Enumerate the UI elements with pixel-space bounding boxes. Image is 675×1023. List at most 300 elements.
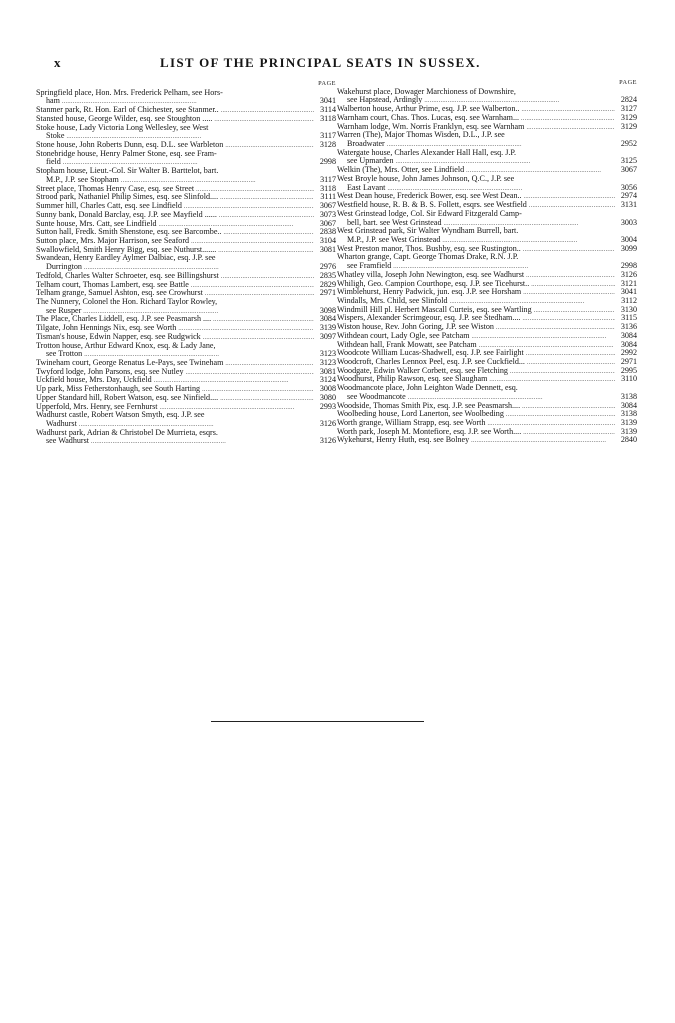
entry-text: Swandean, Henry Eardley Aylmer Dalbiac, esq. J.P. see [36, 254, 216, 263]
entry-page-number: 3126 [319, 420, 336, 429]
dot-leader [471, 436, 615, 445]
entry-page-number: 3041 [620, 288, 637, 297]
entry-page-number: 3081 [319, 245, 336, 254]
entry-page-number: 3110 [621, 375, 637, 384]
index-entry [36, 220, 336, 229]
index-entry [337, 375, 637, 384]
dot-leader [522, 314, 615, 323]
entry-text: Walberton house, Arthur Prime, esq. J.P. see Walberton.. [337, 105, 520, 114]
dot-leader [205, 289, 314, 298]
entry-list [36, 89, 336, 446]
entry-page-number: 3056 [620, 183, 637, 192]
index-entry [36, 185, 336, 194]
dot-leader [184, 202, 314, 211]
index-entry [337, 349, 637, 358]
dot-leader [522, 402, 615, 411]
dot-leader [527, 358, 615, 367]
entry-text: Withdean hall, Frank Mowatt, see Patcham [337, 340, 477, 349]
index-entry [36, 289, 336, 298]
dot-leader [510, 367, 615, 376]
index-entry [337, 123, 637, 132]
entry-page-number: 3117 [320, 132, 336, 141]
entry-line [337, 219, 637, 228]
entry-text: Wispers, Alexander Scrimgeour, esq. J.P. see Stedham.... [337, 314, 521, 323]
entry-line [337, 332, 637, 341]
entry-page-number: 3117 [320, 175, 336, 184]
entry-text: The Nunnery, Colonel the Hon. Richard Taylor Rowley, [36, 297, 218, 306]
entry-page-number: 2974 [620, 192, 637, 201]
entry-page-number: 3139 [319, 324, 336, 333]
index-entry [337, 88, 637, 105]
entry-text: Sunte house, Mrs. Catt, see Lindfield [36, 219, 157, 228]
entry-line [337, 349, 637, 358]
entry-page-number: 2993 [319, 402, 336, 411]
entry-text: West Broyle house, John James Johnson, Q.C., J.P. see [337, 174, 515, 183]
entry-text: West Grinstead lodge, Col. Sir Edward Fitzgerald Camp- [337, 209, 522, 218]
entry-text: West Grinstead park, Sir Walter Wyndham Burrell, bart. [337, 227, 519, 236]
entry-text: Swallowfield, Smith Henry Bigg, esq. see Nuthurst....... [36, 245, 217, 254]
index-entry [36, 115, 336, 124]
index-entry [337, 245, 637, 254]
entry-page-number: 2971 [319, 289, 336, 298]
entry-line [337, 419, 637, 428]
entry-text: Upper Standard hill, Robert Watson, esq. see Ninfield.... [36, 393, 219, 402]
index-entry [337, 114, 637, 123]
entry-text: The Place, Charles Liddell, esq. J.P. see Peasmarsh .... [36, 315, 212, 324]
entry-page-number: 3118 [320, 184, 336, 193]
entry-line [337, 323, 637, 332]
entry-line [36, 307, 336, 316]
entry-text: Telham grange, Samuel Ashton, esq. see Crowhurst [36, 289, 203, 298]
index-entry [36, 202, 336, 211]
entry-page-number: 3112 [621, 296, 637, 305]
dot-leader [213, 315, 314, 324]
dot-leader [225, 359, 314, 368]
dot-leader [220, 193, 314, 202]
entry-text: Sutton place, Mrs. Major Harrison, see Seaford [36, 236, 190, 245]
entry-page-number: 3115 [621, 314, 637, 323]
entry-text: Stonebridge house, Henry Palmer Stone, esq. see Fram- [36, 149, 217, 158]
entry-line [337, 210, 637, 219]
right-column [337, 79, 637, 445]
dot-leader [178, 324, 314, 333]
entry-line [36, 132, 336, 141]
index-entry [36, 89, 336, 106]
index-entry [36, 167, 336, 184]
index-entry [337, 341, 637, 350]
entry-text: see Framfield [347, 262, 392, 271]
dot-leader [424, 96, 615, 105]
entry-page-number: 3124 [319, 376, 336, 385]
entry-line [36, 106, 336, 115]
entry-line [36, 193, 336, 202]
dot-leader [196, 185, 314, 194]
entry-line [337, 341, 637, 350]
entry-line [337, 262, 637, 271]
entry-text: East Lavant [347, 183, 386, 192]
entry-page-number: 3129 [620, 113, 637, 122]
entry-text: Woodside, Thomas Smith Pix, esq. J.P. see Peasmarsh.... [337, 401, 521, 410]
dot-leader [221, 106, 314, 115]
index-entry [337, 280, 637, 289]
index-entry [36, 254, 336, 271]
entry-line [36, 376, 336, 385]
entry-page-number: 3127 [620, 105, 637, 114]
page-column-label: PAGE [619, 79, 637, 86]
dot-leader [489, 375, 615, 384]
index-entry [337, 201, 637, 210]
index-entry [337, 436, 637, 445]
entry-page-number: 3126 [319, 437, 336, 446]
entry-line [36, 176, 336, 185]
entry-page-number: 2995 [620, 366, 637, 375]
entry-page-number: 3067 [620, 166, 637, 175]
index-entry [337, 105, 637, 114]
entry-text: Tedfold, Charles Walter Schroeter, esq. see Billingshurst [36, 271, 219, 280]
index-entry [337, 384, 637, 401]
entry-text: Strood park, Nathaniel Philip Simes, esq. see Slinfold.... [36, 193, 219, 202]
entry-text: ham [46, 97, 60, 106]
entry-line [337, 184, 637, 193]
dot-leader [220, 394, 314, 403]
entry-text: Whiligh, Geo. Campion Courthope, esq. J.P. see Ticehurst.. [337, 279, 530, 288]
entry-line [36, 211, 336, 220]
page-title: LIST OF THE PRINCIPAL SEATS IN SUSSEX. [160, 55, 481, 70]
entry-line [36, 202, 336, 211]
entry-text: Telham court, Thomas Lambert, esq. see Battle [36, 280, 189, 289]
index-entry [36, 385, 336, 394]
index-entry [36, 429, 336, 446]
entry-text: Worth grange, William Strapp, esq. see Worth [337, 419, 486, 428]
index-entry [337, 175, 637, 192]
index-entry [337, 288, 637, 297]
entry-line [337, 280, 637, 289]
entry-line [36, 342, 336, 351]
entry-page-number: 2992 [620, 349, 637, 358]
dot-leader [66, 132, 314, 141]
entry-line [36, 315, 336, 324]
entry-text: Welkin (The), Mrs. Otter, see Lindfield [337, 166, 465, 175]
entry-text: M.P., J.P. see West Grinstead [347, 235, 441, 244]
entry-line [337, 288, 637, 297]
dot-leader [444, 219, 616, 228]
dot-leader [225, 141, 314, 150]
entry-line [337, 166, 637, 175]
left-column [36, 80, 336, 446]
entry-text: Twineham court, George Renatus Le-Pays, see Twineham [36, 359, 224, 367]
entry-text: Worth park, Joseph M. Montefiore, esq. J.P. see Worth.... [337, 427, 522, 436]
index-entry [36, 376, 336, 385]
index-entry [36, 106, 336, 115]
index-entry [36, 324, 336, 333]
entry-line [337, 393, 637, 402]
index-entry [36, 333, 336, 342]
entry-text: see Woodmancote [347, 392, 406, 401]
entry-line [337, 367, 637, 376]
entry-line [337, 131, 637, 140]
index-entry [337, 253, 637, 270]
entry-line [36, 324, 336, 333]
index-entry [337, 367, 637, 376]
entry-line [36, 115, 336, 124]
entry-page-number: 3067 [319, 202, 336, 211]
entry-page-number: 3084 [319, 315, 336, 324]
entry-page-number: 3128 [319, 141, 336, 150]
entry-text: Windmill Hill pl. Herbert Mascall Curteis, esq. see Wartling [337, 305, 532, 314]
entry-line [337, 253, 637, 262]
entry-text: Wadhurst park, Adrian & Christobel De Murrieta, esqrs. [36, 428, 218, 437]
entry-text: Durrington [46, 263, 82, 272]
entry-page-number: 2952 [620, 140, 637, 149]
entry-text: Wharton grange, Capt. George Thomas Drake, R.N. J.P. [337, 253, 519, 262]
entry-line [36, 220, 336, 229]
entry-line [337, 410, 637, 419]
dot-leader [450, 297, 615, 306]
entry-page-number: 3073 [319, 210, 336, 219]
entry-line [337, 358, 637, 367]
entry-line [337, 149, 637, 158]
entry-line [337, 201, 637, 210]
dot-leader [84, 263, 314, 272]
entry-line [36, 272, 336, 281]
dot-leader [526, 123, 615, 132]
entry-page-number: 2840 [620, 436, 637, 445]
entry-text: West Preston manor, Thos. Bushby, esq. see Rustington.. [337, 244, 521, 253]
entry-page-number: 2976 [319, 263, 336, 272]
entry-text: Up park, Miss Fetherstonhaugh, see South Harting [36, 385, 201, 394]
dot-leader [91, 437, 314, 446]
index-entry [337, 166, 637, 175]
index-entry [36, 246, 336, 255]
entry-text: Sunny bank, Donald Barclay, esq. J.P. see Mayfield ...... [36, 210, 217, 219]
index-entry [36, 411, 336, 428]
entry-page-number: 3004 [620, 235, 637, 244]
entry-line [337, 384, 637, 393]
dot-leader [523, 245, 615, 254]
dot-leader [472, 332, 616, 341]
entry-text: Woodcote William Lucas-Shadwell, esq. J.P. see Fairlight [337, 349, 524, 358]
index-entry [36, 342, 336, 359]
dot-leader [487, 419, 615, 428]
dot-leader [523, 428, 615, 437]
entry-line [36, 333, 336, 342]
entry-text: Trotton house, Arthur Edward Knox, esq. & Lady Jane, [36, 341, 216, 350]
entry-line [36, 97, 336, 106]
entry-text: Wykehurst, Henry Huth, esq. see Bolney [337, 436, 470, 445]
index-entry [36, 141, 336, 150]
entry-line [36, 246, 336, 255]
dot-leader [396, 157, 615, 166]
dot-leader [121, 176, 314, 185]
index-entry [337, 428, 637, 437]
entry-text: see Trotton [46, 350, 83, 359]
entry-page-number: 3041 [319, 97, 336, 106]
entry-line [337, 314, 637, 323]
dot-leader [191, 237, 314, 246]
entry-text: Springfield place, Hon. Mrs. Frederick Pelham, see Hors- [36, 88, 223, 97]
index-entry [36, 298, 336, 315]
entry-text: West Dean house, Frederick Bower, esq. see West Dean.. [337, 192, 522, 201]
entry-page-number: 3099 [620, 244, 637, 253]
entry-page-number: 3139 [620, 427, 637, 436]
entry-line [36, 89, 336, 98]
entry-text: Woodmancote place, John Leighton Wade Dennett, esq. [337, 384, 518, 393]
entry-text: Stone house, John Roberts Dunn, esq. D.L. see Warbleton [36, 141, 224, 150]
entry-page-number: 3136 [620, 323, 637, 332]
entry-page-number: 3084 [620, 401, 637, 410]
entry-line [36, 359, 336, 368]
entry-text: Woodhurst, Philip Rawson, esq. see Slaugham [337, 375, 488, 384]
entry-line [337, 96, 637, 105]
index-entry [36, 193, 336, 202]
dot-leader [83, 307, 314, 316]
entry-page-number: 3138 [620, 410, 637, 419]
entry-text: Street place, Thomas Henry Case, esq. see Street [36, 184, 195, 193]
dot-leader [387, 140, 615, 149]
entry-text: M.P., J.P. see Stopham [46, 175, 119, 184]
index-entry [36, 150, 336, 167]
dot-leader [62, 97, 314, 106]
entry-line [337, 297, 637, 306]
index-entry [36, 281, 336, 290]
entry-text: Tisman's house, Edwin Napper, esq. see Rudgwick [36, 332, 201, 341]
entry-page-number: 3123 [319, 350, 336, 359]
entry-page-number: 3125 [620, 157, 637, 166]
entry-text: Warnham lodge, Wm. Norris Franklyn, esq. see Warnham [337, 122, 525, 131]
index-entry [36, 228, 336, 237]
dot-leader [387, 184, 615, 193]
entry-text: Stoke [46, 132, 65, 141]
index-entry [337, 358, 637, 367]
entry-page-number: 3114 [320, 106, 336, 115]
entry-line [36, 394, 336, 403]
entry-page-number: 2838 [319, 228, 336, 237]
dot-leader [531, 280, 615, 289]
dot-leader [218, 246, 314, 255]
entry-line [337, 227, 637, 236]
entry-line [36, 289, 336, 298]
dot-leader [191, 281, 314, 290]
entry-line [337, 306, 637, 315]
entry-line [36, 420, 336, 429]
entry-line [36, 150, 336, 159]
entry-text: Woodgate, Edwin Walker Corbett, esq. see Fletching [337, 366, 508, 375]
entry-line [36, 141, 336, 150]
index-entry [36, 403, 336, 412]
entry-line [36, 385, 336, 394]
dot-leader [524, 192, 615, 201]
entry-text: see Hapstead, Ardingly [347, 96, 423, 105]
entry-page-number: 3084 [620, 331, 637, 340]
dot-leader [79, 420, 314, 429]
entry-line [36, 263, 336, 272]
entry-text: Stopham house, Lieut.-Col. Sir Walter B. Barttelot, bart. [36, 167, 219, 176]
entry-page-number: 3008 [319, 385, 336, 394]
entry-line [36, 254, 336, 263]
entry-text: Wadhurst [46, 420, 77, 429]
index-entry [337, 271, 637, 280]
index-entry [337, 192, 637, 201]
dot-leader [526, 271, 615, 280]
index-entry [337, 149, 637, 166]
dot-leader [521, 114, 615, 123]
entry-page-number: 3081 [319, 367, 336, 376]
page-number: x [54, 55, 62, 70]
entry-text: Woolbeding house, Lord Lanerton, see Woolbeding [337, 410, 504, 419]
index-entry [36, 315, 336, 324]
entry-page-number: 2824 [620, 96, 637, 105]
entry-text: Summer hill, Charles Catt, esq. see Lindfield [36, 202, 182, 211]
entry-page-number: 3104 [319, 236, 336, 245]
entry-line [337, 105, 637, 114]
dot-leader [534, 306, 615, 315]
entry-text: Tilgate, John Hennings Nix, esq. see Worth [36, 324, 177, 333]
dot-leader [529, 201, 615, 210]
entry-text: Warren (The), Major Thomas Wisden, D.L., J.P. see [337, 131, 505, 140]
entry-text: Woodcroft, Charles Lennox Peel, esq. J.P. see Cuckfield... [337, 358, 525, 366]
entry-line [337, 88, 637, 97]
entry-line [36, 298, 336, 307]
entry-line [337, 114, 637, 123]
entry-line [337, 157, 637, 166]
index-entry [36, 211, 336, 220]
dot-leader [154, 376, 314, 385]
entry-page-number: 2998 [319, 158, 336, 167]
entry-text: Stansted house, George Wilder, esq. see Stoughton ..... [36, 114, 213, 123]
entry-text: Wiston house, Rev. John Goring, J.P. see Wiston [337, 323, 494, 332]
entry-line [36, 228, 336, 237]
entry-page-number: 3003 [620, 218, 637, 227]
dot-leader [479, 341, 615, 350]
entry-text: see Upmarden [347, 157, 394, 166]
dot-leader [466, 166, 615, 175]
entry-text: Sutton hall, Fredk. Smith Shenstone, esq. see Barcombe.. [36, 228, 222, 237]
entry-text: Wakehurst place, Dowager Marchioness of Downshire, [337, 87, 516, 96]
dot-leader [496, 323, 615, 332]
entry-text: bell, bart. see West Grinstead [347, 218, 442, 227]
index-entry [337, 314, 637, 323]
entry-text: Watergate house, Charles Alexander Hall Hall, esq. J.P. [337, 148, 517, 157]
dot-leader [408, 393, 615, 402]
index-entry [337, 410, 637, 419]
dot-leader [523, 288, 615, 297]
entry-text: Upperfold, Mrs. Henry, see Fernhurst [36, 402, 158, 411]
entry-text: Uckfield house, Mrs. Day, Uckfield [36, 376, 152, 385]
entry-line [36, 368, 336, 377]
entry-page-number: 3123 [319, 359, 336, 367]
entry-text: Stanmer park, Rt. Hon. Earl of Chichester, see Stanmer.. [36, 106, 219, 115]
dot-leader [393, 262, 615, 271]
entry-page-number: 3080 [319, 393, 336, 402]
dot-leader [506, 410, 615, 419]
index-entry [36, 124, 336, 141]
dot-leader [223, 228, 314, 237]
entry-line [337, 140, 637, 149]
entry-page-number: 2829 [319, 280, 336, 289]
index-entry [337, 297, 637, 306]
entry-page-number: 3129 [620, 122, 637, 131]
entry-line [337, 123, 637, 132]
entry-page-number: 3097 [319, 332, 336, 341]
entry-text: field [46, 158, 61, 167]
index-entry [337, 402, 637, 411]
footer-rule [211, 721, 424, 722]
entry-line [337, 428, 637, 437]
entry-page-number: 2998 [620, 262, 637, 271]
dot-leader [84, 350, 314, 359]
entry-page-number: 3131 [620, 201, 637, 210]
entry-line [36, 403, 336, 412]
